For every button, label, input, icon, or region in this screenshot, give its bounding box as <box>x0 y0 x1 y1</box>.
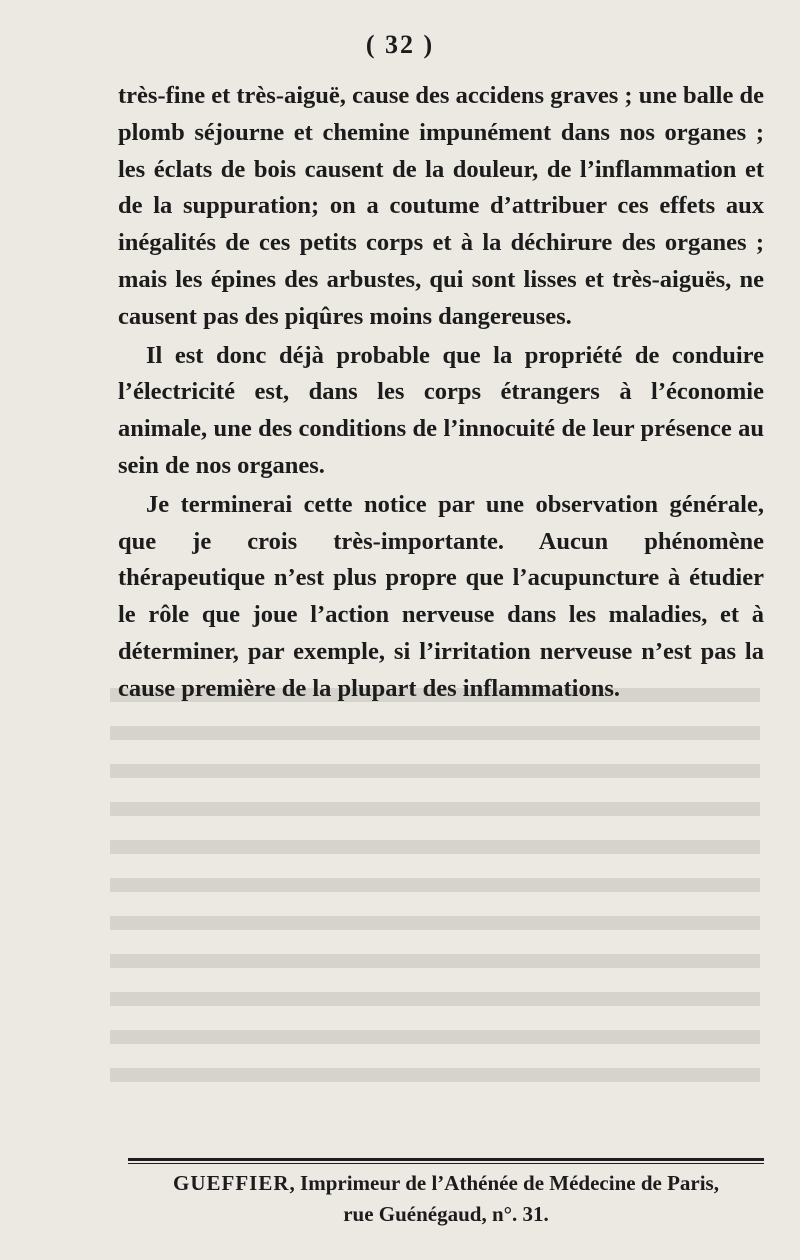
body-text <box>118 78 764 710</box>
imprint-line-2: rue Guénégaud, n°. 31. <box>343 1202 549 1226</box>
page-number: ( 32 ) <box>365 30 435 59</box>
footer-rule <box>128 1158 764 1161</box>
imprint-line-1-rest: , Imprimeur de l’Athénée de Médecine de Paris, <box>289 1171 719 1195</box>
printer-name: GUEFFIER <box>173 1171 290 1195</box>
paragraph-2: Il est donc déjà probable que la propriété de conduire l’électricité est, dans les corps étrangers à l’économie animale, une des conditions de l’innocuité de leur présence au sein de nos organes. <box>118 341 764 479</box>
paragraph-1: très-fine et très-aiguë, cause des accidens graves ; une balle de plomb séjourne et chemine impunément dans nos organes ; les éclats de bois causent de la douleur, de l’inflammation et de la suppuration; on a coutume d’attribuer ces effets aux inégalités de ces petits corps et à la déchirure des organes ; mais les épines des arbustes, qui sont lisses et très-aiguës, ne causent pas des piqûres moins dangereuses. <box>118 82 764 330</box>
imprint-line-1 <box>128 1168 764 1199</box>
printer-imprint <box>128 1168 764 1230</box>
paragraph-3: Je terminerai cette notice par une observation générale, que je crois très-importante. Aucun phénomène thérapeutique n’est plus propre que l’acupuncture à étudier le rôle que joue l’action nerveuse dans les maladies, et à déterminer, par exemple, si l’irritation nerveuse n’est pas la cause première de la plupart des inflammations. <box>118 490 764 702</box>
footer-rule-thin <box>128 1163 764 1164</box>
